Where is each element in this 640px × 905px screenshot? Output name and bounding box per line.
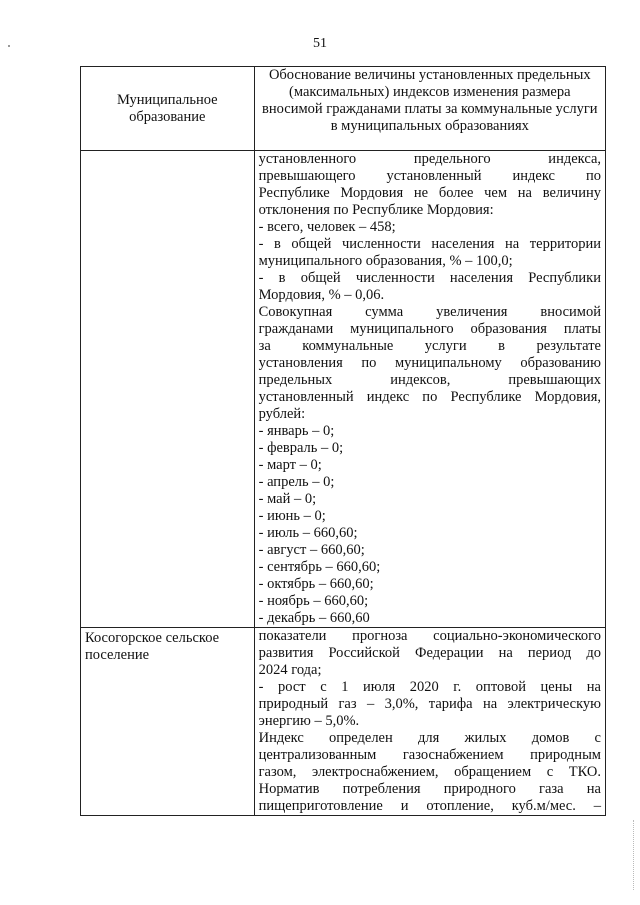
text-line: - сентябрь – 660,60; [258, 559, 381, 575]
row1-municipality [81, 151, 255, 628]
text-line: установления по муниципальному образованию [258, 355, 601, 371]
text-line: - апрель – 0; [258, 474, 335, 490]
text-line: превышающего установленный индекс по [258, 168, 601, 184]
header-justification: Обоснование величины установленных предельных (максимальных) индексов изменения размера вносимой гражданами платы за коммунальные услуги в муниципальных образованиях [254, 67, 605, 151]
text-line: Республике Мордовия не более чем на величину [258, 185, 601, 201]
text-line: энергию – 5,0%. [258, 713, 360, 729]
text-line: Индекс определен для жилых домов с [258, 730, 601, 746]
text-line: Мордовия, % – 0,06. [258, 287, 385, 303]
table-row [81, 628, 606, 816]
justification-table [80, 66, 606, 816]
text-line: - в общей численности населения на территории [258, 236, 601, 252]
text-line: - ноябрь – 660,60; [258, 593, 369, 609]
text-line: централизованным газоснабжением природным [258, 747, 601, 763]
text-line: - всего, человек – 458; [258, 219, 396, 235]
text-line: пищеприготовление и отопление, куб.м/мес. – [258, 798, 601, 814]
text-line: гражданами муниципального образования платы [258, 321, 601, 337]
scan-margin-mark [631, 820, 634, 890]
text-line: за коммунальные услуги в результате [258, 338, 601, 354]
text-line: муниципального образования, % – 100,0; [258, 253, 513, 269]
text-line: установленного предельного индекса, [258, 151, 601, 167]
text-line: развития Российской Федерации на период до [258, 645, 601, 661]
page-number: 51 [313, 36, 327, 51]
text-line: природный газ – 3,0%, тарифа на электрическую [258, 696, 601, 712]
text-line: - август – 660,60; [258, 542, 365, 558]
text-line: установленный индекс по Республике Мордовия, [258, 389, 601, 405]
text-line: 2024 года; [258, 662, 322, 678]
text-line: - март – 0; [258, 457, 322, 473]
text-line: предельных индексов, превышающих [258, 372, 601, 388]
text-line: отклонения по Республике Мордовия: [258, 202, 494, 218]
text-line: - в общей численности населения Республики [258, 270, 601, 286]
row2-municipality: Косогорское сельское поселение [81, 628, 255, 816]
text-line: - май – 0; [258, 491, 317, 507]
text-line: - январь – 0; [258, 423, 335, 439]
text-line: - октябрь – 660,60; [258, 576, 374, 592]
text-line: рублей: [258, 406, 306, 422]
text-line: - июль – 660,60; [258, 525, 358, 541]
row2-text-block [259, 628, 601, 815]
text-line: - декабрь – 660,60 [258, 610, 370, 626]
text-line: газом, электроснабжением, обращением с ТКО. [258, 764, 601, 780]
text-line: - июнь – 0; [258, 508, 326, 524]
text-line: - рост с 1 июля 2020 г. оптовой цены на [258, 679, 601, 695]
row1-justification [254, 151, 605, 628]
text-line: Совокупная сумма увеличения вносимой [258, 304, 601, 320]
text-line: показатели прогноза социально-экономического [258, 628, 601, 644]
text-line: Норматив потребления природного газа на [258, 781, 601, 797]
text-line: - февраль – 0; [258, 440, 344, 456]
row2-justification [254, 628, 605, 816]
header-municipality: Муниципальное образование [81, 67, 255, 151]
table-header-row [81, 67, 606, 151]
table-row [81, 151, 606, 628]
row1-text-block [259, 151, 601, 627]
